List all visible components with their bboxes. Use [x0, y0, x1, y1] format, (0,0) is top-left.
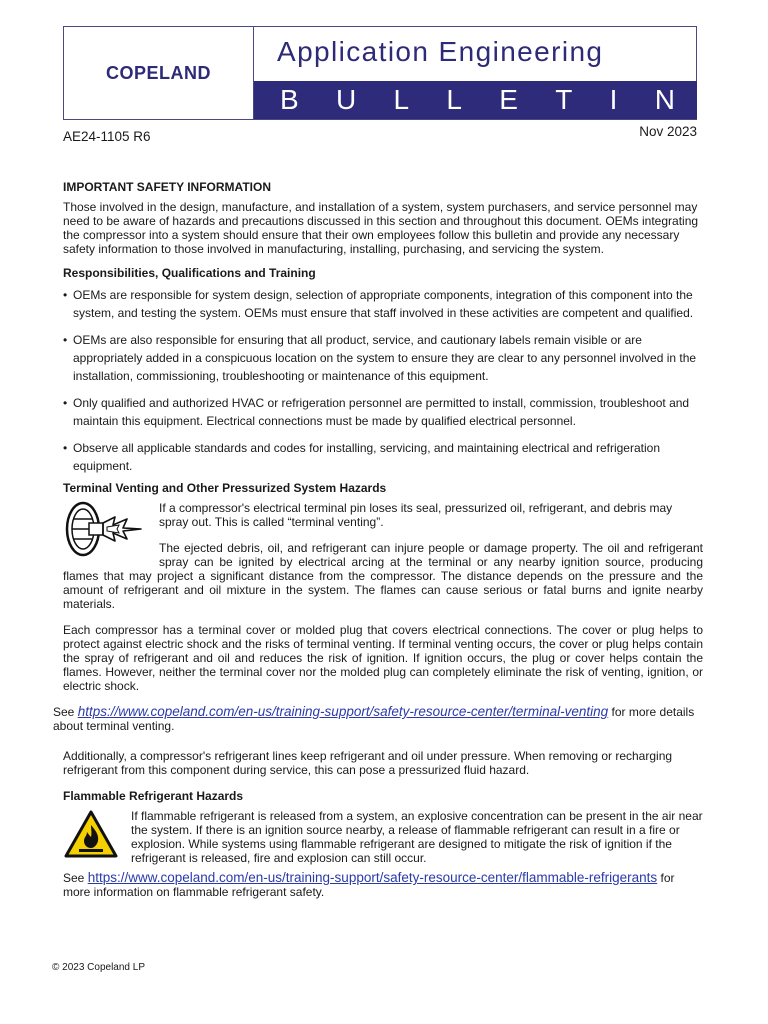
- flammable-warning-icon: [63, 809, 119, 859]
- terminal-see: [53, 705, 703, 733]
- terminal-venting-link[interactable]: https://www.copeland.com/en-us/training-support/safety-resource-center/terminal-venting: [77, 704, 609, 719]
- copeland-logo: COPELAND: [105, 62, 211, 83]
- terminal-heading: Terminal Venting and Other Pressurized System Hazards: [63, 481, 387, 495]
- bulletin-letter: N: [654, 84, 675, 115]
- list-item: • Only qualified and authorized HVAC or refrigeration personnel are permitted to install, commission, troubleshoot and maintain this equipment. Electrical connections must be made by qualified electrical personnel.: [63, 394, 703, 430]
- page-title: Application Engineering: [277, 36, 604, 67]
- bulletin-letter: I: [609, 84, 618, 115]
- terminal-section: [63, 501, 703, 611]
- flammable-section: [63, 809, 703, 865]
- terminal-p1: If a compressor's electrical terminal pin loses its seal, pressurized oil, refrigerant, and debris may spray out. This is called “terminal venting”.: [159, 501, 673, 529]
- terminal-p4: Additionally, a compressor's refrigerant lines keep refrigerant and oil under pressure. When removing or recharging refrigerant from this component during service, this can pose a pressurized fluid hazard.: [63, 749, 673, 777]
- footer-copyright: © 2023 Copeland LP: [52, 962, 145, 973]
- see-prefix: See: [63, 871, 88, 885]
- bulletin-letter: L: [446, 84, 462, 115]
- safety-heading: IMPORTANT SAFETY INFORMATION: [63, 180, 271, 194]
- see-prefix: See: [53, 705, 78, 719]
- bulletin-letter: U: [335, 84, 357, 115]
- flammable-p1: If flammable refrigerant is released from a system, an explosive concentration can be present in the air near the system. If there is an ignition source nearby, a release of flammable refrigerant can result in a fire or explosion. While systems using flammable refrigerant are designed to mitigate the risk of ignition if the refrigerant is released, fire and explosion can still occur.: [131, 809, 703, 865]
- document-body: [53, 180, 703, 899]
- bulletin-letter: E: [499, 84, 518, 115]
- flammable-refrigerants-link[interactable]: https://www.copeland.com/en-us/training-support/safety-resource-center/flammable-refrigerants: [87, 870, 658, 885]
- list-item: • OEMs are responsible for system design, selection of appropriate components, integration of this component into the system, and testing the system. OEMs must ensure that staff involved in these activities are competent and qualified.: [63, 286, 703, 322]
- responsibilities-heading: Responsibilities, Qualifications and Training: [63, 266, 316, 280]
- document-number: AE24-1105 R6: [63, 129, 151, 144]
- bulletin-bar: [254, 81, 697, 119]
- bulletin-header: [63, 26, 697, 120]
- terminal-p3: Each compressor has a terminal cover or molded plug that covers electrical connections. The cover or plug helps to protect against electric shock and the risks of terminal venting. If terminal venting occurs, the cover or plug helps contain the spray of refrigerant and oil and reduces the risk of ignition. If ignition occurs, the plug or cover helps contain the flames. However, neither the terminal cover nor the molded plug can completely eliminate the risk of venting, ignition, or electric shock.: [63, 623, 703, 693]
- terminal-p2: The ejected debris, oil, and refrigerant can injure people or damage property. The oil and refrigerant spray can be ignited by electrical arcing at the terminal or any nearby ignition source, producing flames that may project a significant distance from the compressor. The distance depends on the pressure and the amount of refrigerant and oil mixture in the system. The flames can cause serious or fatal burns and ignite nearby materials.: [63, 541, 703, 611]
- title-area: [254, 27, 696, 77]
- safety-intro: Those involved in the design, manufacture, and installation of a system, system purchasers, and service personnel may need to be aware of hazards and precautions discussed in this section and throughout this document. OEMs integrating the compressor into a system should ensure that their own employees follow this bulletin and provide any necessary safety information to those involved in manufacturing, installing, purchasing, and servicing the system.: [63, 200, 699, 256]
- logo-box: [64, 27, 254, 119]
- see-suffix: for more details about terminal venting.: [53, 705, 695, 733]
- terminal-venting-icon: [63, 501, 147, 557]
- flammable-see: [63, 871, 703, 899]
- list-item: • Observe all applicable standards and codes for installing, servicing, and maintaining electrical and refrigeration equipment.: [63, 439, 703, 475]
- bulletin-letter: B: [280, 84, 299, 115]
- see-suffix: for more information on flammable refrigerant safety.: [63, 871, 675, 899]
- bulletin-letter: L: [393, 84, 410, 115]
- bulletin-letter: T: [555, 84, 573, 115]
- flammable-heading: Flammable Refrigerant Hazards: [63, 789, 244, 803]
- document-date: Nov 2023: [639, 124, 697, 139]
- responsibilities-list: [63, 286, 703, 475]
- list-item: • OEMs are also responsible for ensuring that all product, service, and cautionary labels remain visible or are appropriately added in a conspicuous location on the system to ensure they are clear to any personnel involved in the installation, commissioning, troubleshooting or maintenance of this equipment.: [63, 331, 703, 385]
